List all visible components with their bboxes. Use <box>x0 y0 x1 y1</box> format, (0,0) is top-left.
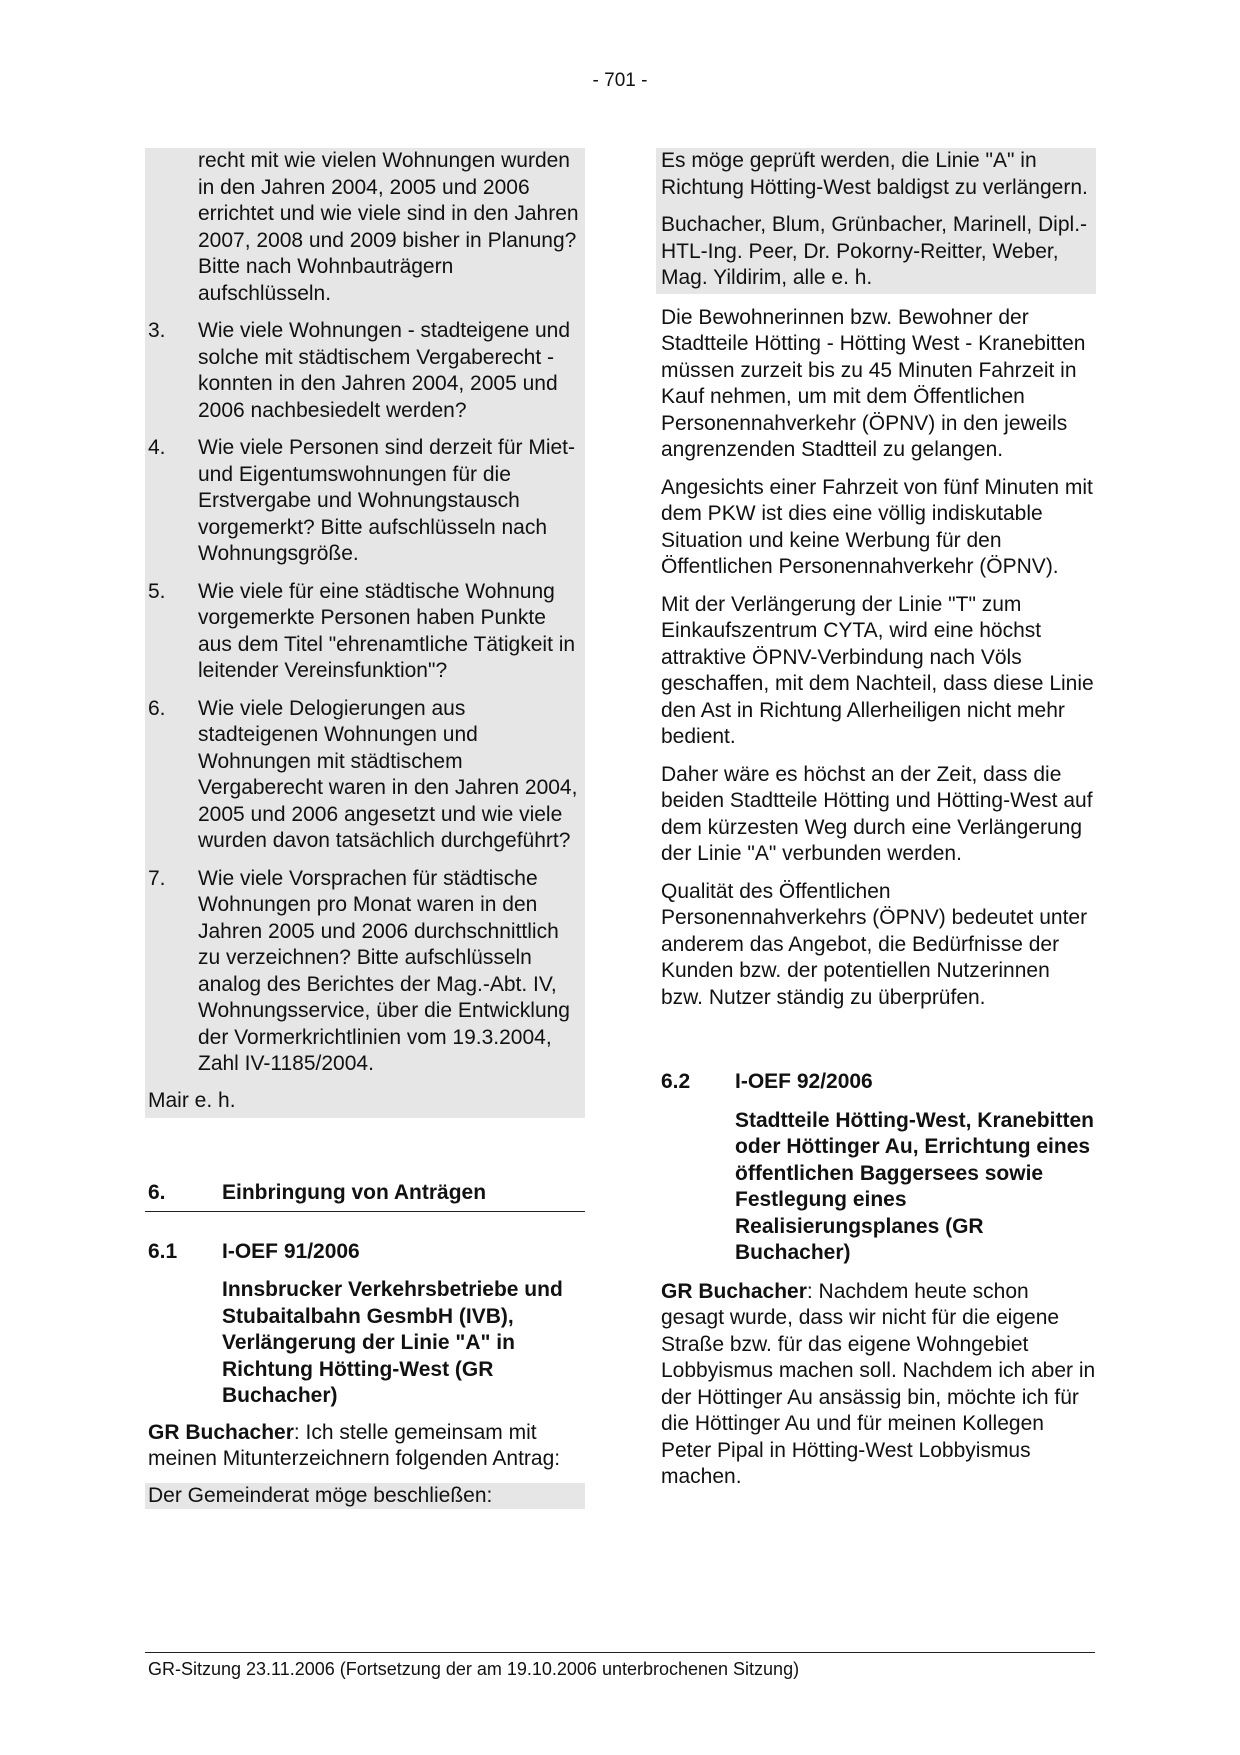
speech-text: : Ich stelle gemeinsam mit meinen Mitunterzeichnern folgenden Antrag: <box>148 1420 561 1470</box>
question-text: Wie viele Delogierungen aus stadteigenen Wohnungen und Wohnungen mit städtischem Vergaberecht waren in den Jahren 2004, 2005 und 2006 angesetzt und wie viele wurden davon tatsächlich durchgeführt? <box>198 696 578 852</box>
subsection-code: I-OEF 91/2006 <box>222 1239 360 1263</box>
paragraph: Daher wäre es höchst an der Zeit, dass die beiden Stadtteile Hötting und Hötting-West auf dem kürzesten Weg durch eine Verlängerung der Linie "A" verbunden werden. <box>661 762 1093 865</box>
page-number: - 701 - <box>592 70 648 91</box>
section-heading <box>145 1180 585 1212</box>
speech-paragraph <box>656 1279 1096 1491</box>
question-number: 6. <box>148 696 166 720</box>
footer-divider <box>145 1652 1095 1653</box>
question-text: Wie viele Vorsprachen für städtische Wohnungen pro Monat waren in den Jahren 2005 und 2006 durchschnittlich zu verzeichnen? Bitte aufschlüsseln analog des Berichtes der Mag.-Abt. IV, Wohnungsservice, über die Entwicklung der Vormerkrichtlinien vom 19.3.2004, Zahl IV-1185/2004. <box>198 866 570 1075</box>
subsection-number: 6.1 <box>148 1239 178 1263</box>
footer-text: GR-Sitzung 23.11.2006 (Fortsetzung der am 19.10.2006 unterbrochenen Sitzung) <box>148 1659 800 1679</box>
question-continuation: recht mit wie vielen Wohnungen wurden in den Jahren 2004, 2005 und 2006 errichtet und wie viele sind in den Jahren 2007, 2008 und 2009 bisher in Planung? Bitte nach Wohnbauträgern aufschlüsseln. <box>198 149 579 305</box>
motion-text: Es möge geprüft werden, die Linie "A" in Richtung Hötting-West baldigst zu verlängern. <box>661 149 1088 199</box>
signatories: Buchacher, Blum, Grünbacher, Marinell, Dipl.-HTL-Ing. Peer, Dr. Pokorny-Reitter, Weber, Mag. Yildirim, alle e. h. <box>661 213 1088 289</box>
subsection-code: I-OEF 92/2006 <box>735 1070 873 1093</box>
subsection-heading <box>145 1239 585 1266</box>
speaker-name: GR Buchacher <box>148 1420 294 1444</box>
question-number: 3. <box>148 319 166 342</box>
subsection-title: Innsbrucker Verkehrsbetriebe und Stubaitalbahn GesmbH (IVB), Verlängerung der Linie "A" in Richtung Hötting-West (GR Buchacher) <box>222 1278 563 1407</box>
paragraph: Die Bewohnerinnen bzw. Bewohner der Stadtteile Hötting - Hötting West - Kranebitten müssen zurzeit bis zu 45 Minuten Fahrzeit in Kauf nehmen, um mit dem Öffentlichen Personennahverkehr (ÖPNV) in den jeweils angrenzenden Stadtteil zu gelangen. <box>661 305 1086 461</box>
subsection-heading <box>656 1069 1096 1096</box>
question-number: 7. <box>148 866 166 890</box>
question-text: Wie viele Personen sind derzeit für Miet- und Eigentumswohnungen für die Erstvergabe und Wohnungstausch vorgemerkt? Bitte aufschlüsseln nach Wohnungsgröße. <box>198 436 575 565</box>
paragraph: Mit der Verlängerung der Linie "T" zum Einkaufszentrum CYTA, wird eine höchst attraktive ÖPNV-Verbindung nach Völs geschaffen, mit dem Nachteil, dass diese Linie den Ast in Richtung Allerheiligen nicht mehr bedient. <box>661 592 1094 748</box>
question-item <box>148 435 585 568</box>
speaker-name: GR Buchacher <box>661 1279 807 1303</box>
speech-paragraph <box>145 1420 585 1473</box>
paragraph: Qualität des Öffentlichen Personennahverkehrs (ÖPNV) bedeutet unter anderem das Angebot, die Bedürfnisse der Kunden bzw. der potentiellen Nutzerinnen bzw. Nutzer ständig zu überprüfen. <box>661 879 1088 1009</box>
section-title: Einbringung von Anträgen <box>222 1181 487 1204</box>
section-number: 6. <box>148 1181 166 1204</box>
question-item <box>148 318 585 424</box>
right-column <box>656 148 1096 1491</box>
motion-block <box>656 148 1096 294</box>
reasoning-block <box>656 305 1096 1012</box>
question-item <box>148 866 585 1078</box>
question-item <box>148 579 585 685</box>
questions-block <box>145 148 585 1118</box>
question-text: Wie viele für eine städtische Wohnung vorgemerkte Personen haben Punkte aus dem Titel "ehrenamtliche Tätigkeit in leitender Vereinsfunktion"? <box>198 579 576 682</box>
question-text: Wie viele Wohnungen - stadteigene und solche mit städtischem Vergaberecht - konnten in den Jahren 2004, 2005 und 2006 nachbesiedelt werden? <box>198 319 571 422</box>
left-column <box>145 148 585 1509</box>
subsection-number: 6.2 <box>661 1070 691 1093</box>
speech-text: : Nachdem heute schon gesagt wurde, dass wir nicht für die eigene Straße bzw. für das eigene Wohngebiet Lobbyismus machen soll. Nachdem ich aber in der Höttinger Au ansässig bin, möchte ich für die Höttinger Au und für meinen Kollegen Peter Pipal in Hötting-West Lobbyismus machen. <box>661 1279 1096 1488</box>
signature: Mair e. h. <box>148 1088 236 1112</box>
paragraph: Angesichts einer Fahrzeit von fünf Minuten mit dem PKW ist dies eine völlig indiskutable Situation und keine Werbung für den Öffentlichen Personennahverkehr (ÖPNV). <box>661 475 1093 578</box>
motion-intro: Der Gemeinderat möge beschließen: <box>145 1483 585 1510</box>
question-item <box>148 696 585 855</box>
subsection-title: Stadtteile Hötting-West, Kranebitten oder Höttinger Au, Errichtung eines öffentlichen Baggersees sowie Festlegung eines Realisierungsplanes (GR Buchacher) <box>735 1108 1094 1264</box>
question-number: 4. <box>148 436 166 459</box>
question-number: 5. <box>148 579 166 603</box>
